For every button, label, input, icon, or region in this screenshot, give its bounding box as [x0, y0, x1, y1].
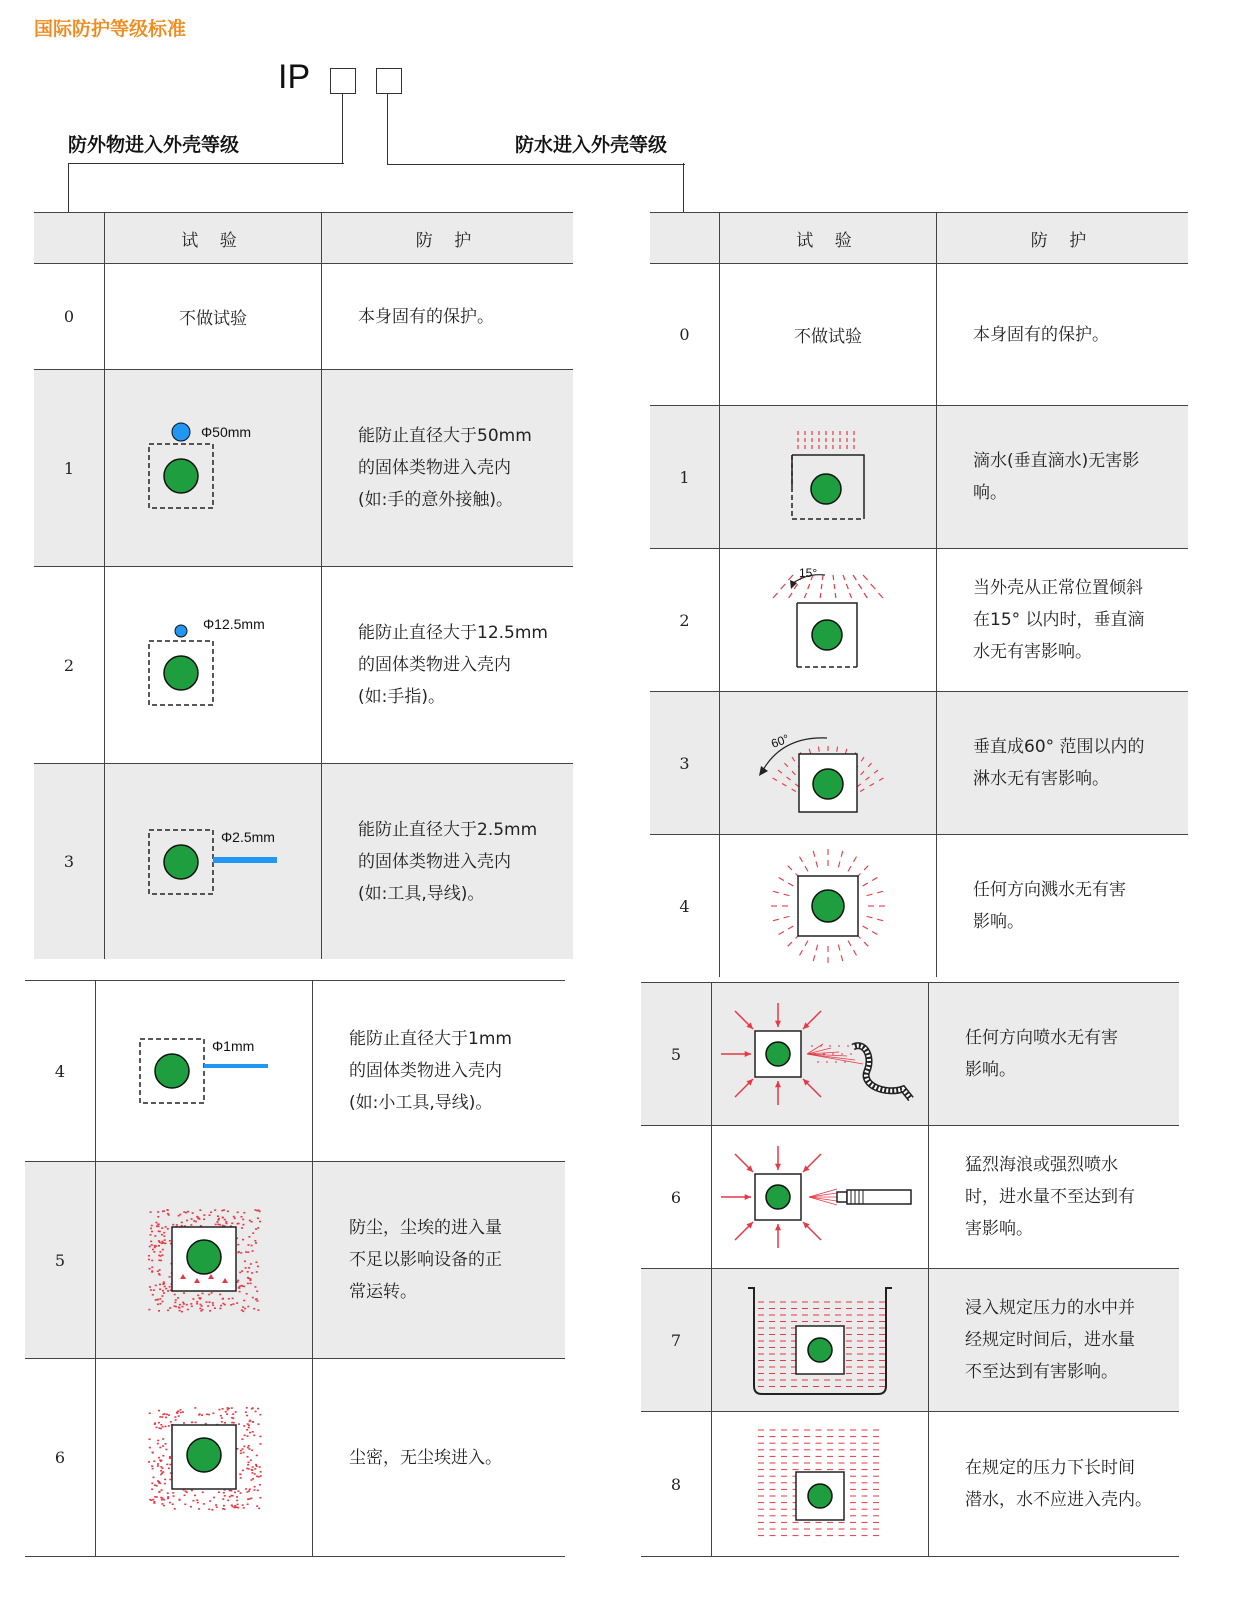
- powerful-jet-icon: [715, 1142, 925, 1252]
- water-test-2: [719, 549, 936, 691]
- water-test-4: [719, 835, 936, 977]
- wire-1mm-icon: [134, 1031, 274, 1111]
- solid-level-2: 2: [63, 655, 75, 675]
- solid-row-3: [34, 763, 573, 959]
- solid-row-4: [25, 980, 565, 1161]
- water-row-7: [641, 1268, 1179, 1411]
- water-level-8: 8: [670, 1474, 682, 1494]
- solid-section-label: 防外物进入外壳等级: [68, 134, 240, 156]
- water-table-header: [650, 212, 1188, 263]
- water-test-8: [711, 1412, 928, 1556]
- wire-2-5mm-icon: [143, 822, 283, 902]
- water-protection-7: 浸入规定压力的水中并 经规定时间后，进水量 不至达到有害影响。: [928, 1269, 1179, 1411]
- solid-test-4: [95, 981, 312, 1161]
- page-title: 国际防护等级标准: [34, 18, 187, 40]
- solid-test-5: [95, 1162, 312, 1358]
- solid-row-6: [25, 1358, 565, 1556]
- water-protection-4: 任何方向溅水无有害 影响。: [936, 835, 1188, 977]
- water-test-0: 不做试验: [719, 264, 936, 405]
- ip-second-digit-box: [376, 68, 402, 94]
- water-row-4: [650, 834, 1188, 977]
- dust-tight-icon: [144, 1403, 264, 1513]
- solid-header-test: 试 验: [104, 213, 321, 263]
- solid-test-6: [95, 1359, 312, 1556]
- water-level-2: 2: [679, 610, 690, 630]
- solid-protection-2: 能防止直径大于12.5mm 的固体类物进入壳内 (如:手指)。: [321, 567, 573, 763]
- water-protection-0: 本身固有的保护。: [936, 264, 1188, 405]
- solid-row-1: [34, 369, 573, 566]
- solid-protection-5: 防尘，尘埃的进入量 不足以影响设备的正 常运转。: [312, 1162, 565, 1358]
- water-row-8: [641, 1411, 1179, 1556]
- vertical-drip-icon: [778, 427, 878, 527]
- water-level-7: 7: [670, 1330, 682, 1350]
- temporary-immersion-icon: [740, 1280, 900, 1400]
- water-row-1: [650, 405, 1188, 548]
- solid-test-1: [104, 370, 321, 566]
- solid-header-protection: 防 护: [321, 213, 573, 263]
- svg-text:Φ1mm: Φ1mm: [212, 1038, 255, 1054]
- solid-level-4: 4: [54, 1061, 66, 1081]
- solid-level-0: 0: [63, 307, 75, 326]
- ip-first-digit-box: [330, 68, 356, 94]
- water-level-5: 5: [670, 1044, 682, 1064]
- solid-level-1: 1: [63, 458, 75, 478]
- ip-code: IP: [278, 58, 311, 96]
- water-row-5: [641, 982, 1179, 1125]
- solid-row-0: [34, 263, 573, 369]
- water-section-label: 防水进入外壳等级: [515, 134, 668, 156]
- connector-left: [68, 163, 344, 214]
- water-level-3: 3: [679, 753, 690, 773]
- water-level-4: 4: [679, 896, 690, 916]
- water-header-test: 试 验: [719, 213, 936, 263]
- water-row-0: [650, 263, 1188, 405]
- svg-text:60°: 60°: [769, 731, 792, 751]
- solid-test-3: [104, 764, 321, 959]
- solid-protection-3: 能防止直径大于2.5mm 的固体类物进入壳内 (如:工具,导线)。: [321, 764, 573, 959]
- svg-text:Φ2.5mm: Φ2.5mm: [221, 828, 275, 845]
- solid-protection-6: 尘密，无尘埃进入。: [312, 1359, 565, 1556]
- solid-table-header: [34, 212, 573, 263]
- solid-row-2: [34, 566, 573, 763]
- water-test-5: [711, 983, 928, 1125]
- water-protection-6: 猛烈海浪或强烈喷水 时，进水量不至达到有 害影响。: [928, 1126, 1179, 1268]
- solid-level-6: 6: [54, 1448, 66, 1467]
- svg-text:Φ50mm: Φ50mm: [201, 424, 252, 440]
- solid-protection-0: 本身固有的保护。: [321, 264, 573, 369]
- solid-test-2: [104, 567, 321, 763]
- water-row-6: [641, 1125, 1179, 1268]
- solid-level-5: 5: [54, 1250, 66, 1270]
- water-level-0: 0: [679, 325, 690, 344]
- water-protection-5: 任何方向喷水无有害 影响。: [928, 983, 1179, 1125]
- solid-test-0: 不做试验: [104, 264, 321, 369]
- water-level-1: 1: [679, 467, 690, 487]
- water-row-2: [650, 548, 1188, 691]
- water-jet-hose-icon: [715, 999, 925, 1109]
- spray-60-degree-icon: [743, 708, 913, 818]
- continuous-submersion-icon: [750, 1424, 890, 1544]
- water-table-bottom-border: [641, 1556, 1179, 1557]
- sphere-12-5mm-icon: [143, 615, 283, 715]
- solid-level-3: 3: [63, 852, 75, 871]
- svg-text:Φ12.5mm: Φ12.5mm: [203, 616, 265, 632]
- water-level-6: 6: [670, 1187, 682, 1207]
- drip-15-degree-icon: [763, 565, 893, 675]
- water-protection-8: 在规定的压力下长时间 潜水，水不应进入壳内。: [928, 1412, 1179, 1556]
- connector-right: [683, 163, 684, 213]
- dust-protected-icon: [144, 1205, 264, 1315]
- water-test-7: [711, 1269, 928, 1411]
- solid-table-bottom-border: [25, 1556, 565, 1557]
- water-row-3: [650, 691, 1188, 834]
- water-protection-3: 垂直成60° 范围以内的 淋水无有害影响。: [936, 692, 1188, 834]
- water-header-protection: 防 护: [936, 213, 1188, 263]
- water-test-1: [719, 406, 936, 548]
- solid-row-5: [25, 1161, 565, 1358]
- water-test-3: [719, 692, 936, 834]
- water-protection-1: 滴水(垂直滴水)无害影 响。: [936, 406, 1188, 548]
- solid-protection-4: 能防止直径大于1mm 的固体类物进入壳内 (如:小工具,导线)。: [312, 981, 565, 1161]
- sphere-50mm-icon: [143, 418, 283, 518]
- splash-icon: [768, 846, 888, 966]
- water-test-6: [711, 1126, 928, 1268]
- solid-protection-1: 能防止直径大于50mm 的固体类物进入壳内 (如:手的意外接触)。: [321, 370, 573, 566]
- water-protection-2: 当外壳从正常位置倾斜 在15° 以内时，垂直滴 水无有害影响。: [936, 549, 1188, 691]
- svg-text:15°: 15°: [799, 566, 818, 580]
